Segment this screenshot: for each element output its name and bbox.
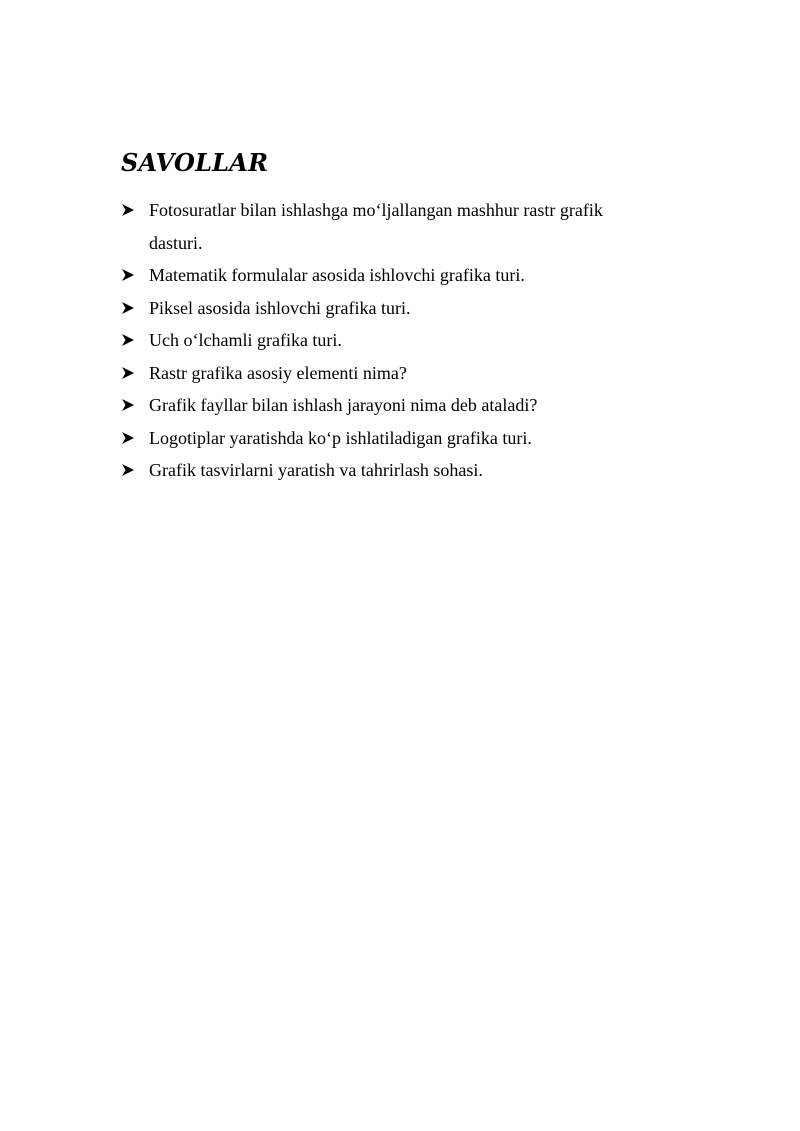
- question-text: Uch o‘lchamli grafika turi.: [149, 330, 342, 350]
- question-text: Fotosuratlar bilan ishlashga mo‘ljallangan mashhur rastr grafik dasturi.: [149, 200, 603, 253]
- list-item: [121, 259, 681, 292]
- question-text: Matematik formulalar asosida ishlovchi grafika turi.: [149, 265, 525, 285]
- arrowhead-bullet-icon: [121, 454, 149, 487]
- question-text: Piksel asosida ishlovchi grafika turi.: [149, 297, 411, 318]
- arrowhead-bullet-icon: [121, 389, 149, 422]
- list-item: [121, 194, 681, 259]
- arrowhead-bullet-icon: [121, 324, 149, 357]
- arrowhead-bullet-icon: [121, 292, 149, 325]
- arrowhead-bullet-icon: [121, 259, 149, 292]
- list-item: [121, 454, 681, 487]
- question-text: Grafik fayllar bilan ishlash jarayoni nima deb ataladi?: [149, 395, 538, 415]
- arrowhead-bullet-icon: [121, 422, 149, 455]
- list-item: [121, 324, 681, 357]
- page-heading: SAVOLLAR: [121, 148, 269, 177]
- question-text: Rastr grafika asosiy elementi nima?: [149, 362, 407, 383]
- list-item: [121, 292, 681, 325]
- list-item: [121, 389, 681, 422]
- question-text: Logotiplar yaratishda ko‘p ishlatiladigan grafika turi.: [149, 427, 532, 448]
- arrowhead-bullet-icon: [121, 357, 149, 390]
- arrowhead-bullet-icon: [121, 194, 149, 227]
- list-item: [121, 422, 681, 455]
- question-list: [121, 194, 681, 487]
- list-item: [121, 357, 681, 390]
- question-text: Grafik tasvirlarni yaratish va tahrirlash sohasi.: [149, 460, 483, 480]
